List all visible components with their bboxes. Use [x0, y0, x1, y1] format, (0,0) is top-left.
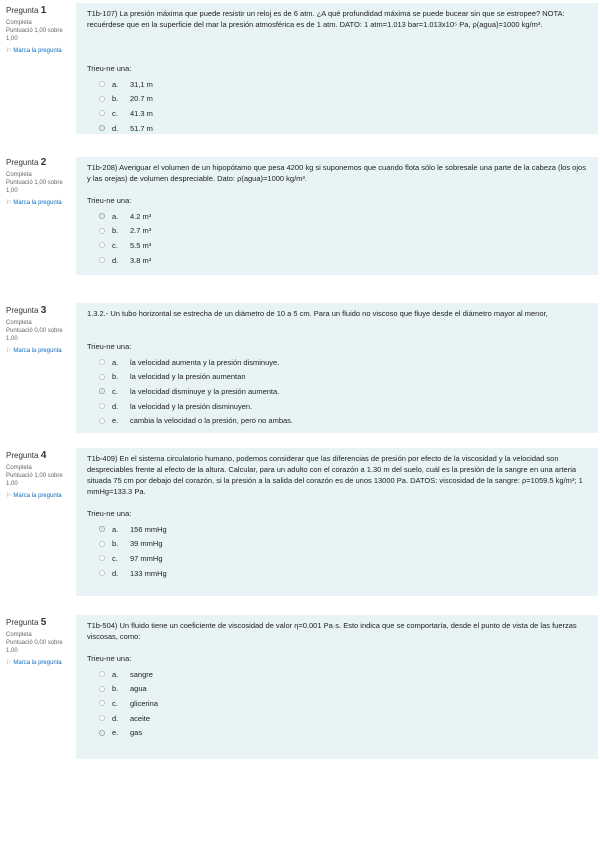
- option-letter: d.: [112, 401, 119, 411]
- flag-icon: ⚐: [6, 48, 12, 54]
- question-label: Pregunta: [6, 618, 39, 627]
- option-text: 39 mmHg: [130, 539, 163, 549]
- question-content: [76, 448, 598, 596]
- answer-prompt: Trieu-ne una:: [87, 64, 132, 73]
- answer-option[interactable]: [87, 77, 588, 92]
- option-letter: c.: [112, 240, 118, 250]
- option-text: 51.7 m: [130, 123, 153, 133]
- question-text: T1b-409) En el sistema circulatorio humano, podemos considerar que las diferencias de presión por efecto de la viscosidad y la velocidad son despreciables frente al efecto de la altura. Calcular, para un adulto con el corazón a 1.30 m del suelo, cuál es la presión de la sangre en una arteria situada 75 cm por debajo del corazón, si la presión a la salida del corazón es de unos 13000 Pa. DATOS: viscosidad de la sangre: ρ=1059.5 kg/m³; 1 mmHg=133.3 Pa.: [87, 454, 583, 496]
- question-number: [6, 157, 70, 168]
- answer-options: [87, 667, 588, 740]
- option-text: 156 mmHg: [130, 524, 167, 534]
- answer-options: [87, 77, 588, 135]
- flag-question-link[interactable]: [6, 199, 70, 207]
- question-state: Completa: [6, 320, 32, 326]
- question-state: Completa: [6, 172, 32, 178]
- flag-label: Marca la pregunta: [13, 493, 62, 499]
- question-score: Puntuació 0,00 sobre 1,00: [6, 640, 63, 654]
- question-state: Completa: [6, 20, 32, 26]
- answer-option[interactable]: [87, 224, 588, 239]
- option-text: sangre: [130, 669, 153, 679]
- radio-button[interactable]: [99, 555, 105, 561]
- answer-option[interactable]: [87, 696, 588, 711]
- answer-option[interactable]: [87, 522, 588, 537]
- answer-prompt: Trieu-ne una:: [87, 654, 132, 663]
- question-num: 5: [40, 617, 47, 628]
- answer-option[interactable]: [87, 682, 588, 697]
- question-num: 1: [40, 5, 47, 16]
- question-score: Puntuació 0,00 sobre 1,00: [6, 328, 63, 342]
- question-number: [6, 450, 70, 461]
- option-letter: c.: [112, 386, 118, 396]
- radio-button[interactable]: [99, 700, 105, 706]
- question-text: T1b-107) La presión máxima que puede resistir un reloj es de 6 atm. ¿A qué profundidad máxima se puede bucear sin que se estropee? NOTA: recuérdese que en la superficie del mar la presión atmosférica es de 1 atm. DATO: 1 atm=1.013 bar=1.013x10⁵ Pa, ρ(agua)=1000 kg/m³.: [87, 9, 565, 29]
- question-info: [6, 617, 70, 667]
- option-text: la velocidad y la presión disminuyen.: [130, 401, 253, 411]
- radio-button[interactable]: [99, 686, 105, 692]
- question-info: [6, 305, 70, 355]
- option-letter: b.: [112, 372, 119, 382]
- flag-question-link[interactable]: [6, 347, 70, 355]
- option-letter: e.: [112, 728, 119, 738]
- flag-icon: ⚐: [6, 200, 12, 206]
- flag-icon: ⚐: [6, 348, 12, 354]
- answer-option[interactable]: [87, 725, 588, 740]
- question-number: [6, 617, 70, 628]
- flag-question-link[interactable]: [6, 492, 70, 500]
- answer-options: [87, 355, 588, 428]
- option-text: 133 mmHg: [130, 568, 167, 578]
- answer-options: [87, 209, 588, 267]
- option-text: 3.8 m³: [130, 255, 152, 265]
- question-score: Puntuació 1,00 sobre 1,00: [6, 28, 63, 42]
- option-letter: b.: [112, 684, 119, 694]
- radio-button[interactable]: [99, 213, 105, 219]
- answer-prompt: Trieu-ne una:: [87, 509, 132, 518]
- option-text: 20.7 m: [130, 94, 153, 104]
- answer-options: [87, 522, 588, 580]
- radio-button[interactable]: [99, 526, 105, 532]
- question-info: [6, 5, 70, 55]
- option-letter: c.: [112, 553, 118, 563]
- radio-button[interactable]: [99, 418, 105, 424]
- question-state: Completa: [6, 632, 32, 638]
- option-text: 2.7 m³: [130, 226, 152, 236]
- radio-button[interactable]: [99, 374, 105, 380]
- radio-button[interactable]: [99, 125, 105, 131]
- answer-option[interactable]: [87, 253, 588, 268]
- question-num: 4: [40, 450, 47, 461]
- question-number: [6, 5, 70, 16]
- option-text: gas: [130, 728, 143, 738]
- flag-question-link[interactable]: [6, 659, 70, 667]
- option-letter: a.: [112, 669, 119, 679]
- radio-button[interactable]: [99, 96, 105, 102]
- question-label: Pregunta: [6, 6, 39, 15]
- option-text: agua: [130, 684, 147, 694]
- answer-prompt: Trieu-ne una:: [87, 342, 132, 351]
- radio-button[interactable]: [99, 81, 105, 87]
- radio-button[interactable]: [99, 541, 105, 547]
- answer-option[interactable]: [87, 399, 588, 414]
- question-number: [6, 305, 70, 316]
- option-letter: d.: [112, 255, 119, 265]
- option-letter: a.: [112, 79, 119, 89]
- answer-option[interactable]: [87, 355, 588, 370]
- radio-button[interactable]: [99, 570, 105, 576]
- option-letter: a.: [112, 211, 119, 221]
- answer-option[interactable]: [87, 370, 588, 385]
- option-text: aceite: [130, 713, 151, 723]
- option-letter: b.: [112, 226, 119, 236]
- option-text: glicerina: [130, 698, 158, 708]
- option-letter: d.: [112, 713, 119, 723]
- question-num: 2: [40, 157, 47, 168]
- radio-button[interactable]: [99, 228, 105, 234]
- question-content: [76, 303, 598, 433]
- question-text: 1.3.2.- Un tubo horizontal se estrecha de un diámetro de 10 a 5 cm. Para un fluido no viscoso que fluye desde el diámetro mayor al menor,: [87, 309, 548, 318]
- question-text: T1b-208) Averiguar el volumen de un hipopótamo que pesa 4200 kg si suponemos que cuando flota sólo le sobresale una parte de la cabeza (los ojos y las orejas) de volumen despreciable. Dato: ρ(agua)=1000 kg/m³.: [87, 163, 586, 183]
- answer-option[interactable]: [87, 413, 588, 428]
- answer-option[interactable]: [87, 92, 588, 107]
- question-state: Completa: [6, 465, 32, 471]
- option-text: cambia la velocidad o la presión, pero no ambas.: [130, 416, 294, 426]
- answer-option[interactable]: [87, 121, 588, 136]
- answer-option[interactable]: [87, 106, 588, 121]
- radio-button[interactable]: [99, 403, 105, 409]
- answer-option[interactable]: [87, 711, 588, 726]
- option-letter: b.: [112, 94, 119, 104]
- option-text: la velocidad disminuye y la presión aumenta.: [130, 386, 280, 396]
- option-text: la velocidad aumenta y la presión disminuye.: [130, 357, 280, 367]
- answer-option[interactable]: [87, 209, 588, 224]
- option-text: 5.5 m³: [130, 240, 152, 250]
- question-label: Pregunta: [6, 158, 39, 167]
- radio-button[interactable]: [99, 359, 105, 365]
- answer-option[interactable]: [87, 238, 588, 253]
- flag-question-link[interactable]: [6, 47, 70, 55]
- answer-option[interactable]: [87, 667, 588, 682]
- question-label: Pregunta: [6, 451, 39, 460]
- answer-option[interactable]: [87, 384, 588, 399]
- option-letter: c.: [112, 698, 118, 708]
- flag-label: Marca la pregunta: [13, 348, 62, 354]
- question-label: Pregunta: [6, 306, 39, 315]
- question-info: [6, 157, 70, 207]
- radio-button[interactable]: [99, 715, 105, 721]
- flag-icon: ⚐: [6, 660, 12, 666]
- question-content: [76, 3, 598, 134]
- option-letter: e.: [112, 416, 119, 426]
- option-text: 4.2 m³: [130, 211, 152, 221]
- question-content: [76, 157, 598, 275]
- question-score: Puntuació 1,00 sobre 1,00: [6, 473, 63, 487]
- option-text: 31,1 m: [130, 79, 153, 89]
- option-text: la velocidad y la presión aumentan: [130, 372, 246, 382]
- option-letter: c.: [112, 108, 118, 118]
- radio-button[interactable]: [99, 242, 105, 248]
- radio-button[interactable]: [99, 257, 105, 263]
- flag-label: Marca la pregunta: [13, 48, 62, 54]
- question-num: 3: [40, 305, 47, 316]
- option-text: 41.3 m: [130, 108, 153, 118]
- option-letter: d.: [112, 568, 119, 578]
- option-letter: a.: [112, 524, 119, 534]
- option-letter: a.: [112, 357, 119, 367]
- answer-option[interactable]: [87, 537, 588, 552]
- answer-option[interactable]: [87, 551, 588, 566]
- question-text: T1b-504) Un fluido tiene un coeficiente de viscosidad de valor η=0.001 Pa·s. Esto indica que se comportaría, desde el punto de vista de las fuerzas viscosas, como:: [87, 621, 577, 641]
- question-score: Puntuació 1,00 sobre 1,00: [6, 180, 63, 194]
- flag-icon: ⚐: [6, 493, 12, 499]
- option-letter: d.: [112, 123, 119, 133]
- radio-button[interactable]: [99, 730, 105, 736]
- answer-option[interactable]: [87, 566, 588, 581]
- flag-label: Marca la pregunta: [13, 200, 62, 206]
- question-info: [6, 450, 70, 500]
- flag-label: Marca la pregunta: [13, 660, 62, 666]
- answer-prompt: Trieu-ne una:: [87, 196, 132, 205]
- radio-button[interactable]: [99, 671, 105, 677]
- radio-button[interactable]: [99, 388, 105, 394]
- question-content: [76, 615, 598, 759]
- radio-button[interactable]: [99, 110, 105, 116]
- option-text: 97 mmHg: [130, 553, 163, 563]
- option-letter: b.: [112, 539, 119, 549]
